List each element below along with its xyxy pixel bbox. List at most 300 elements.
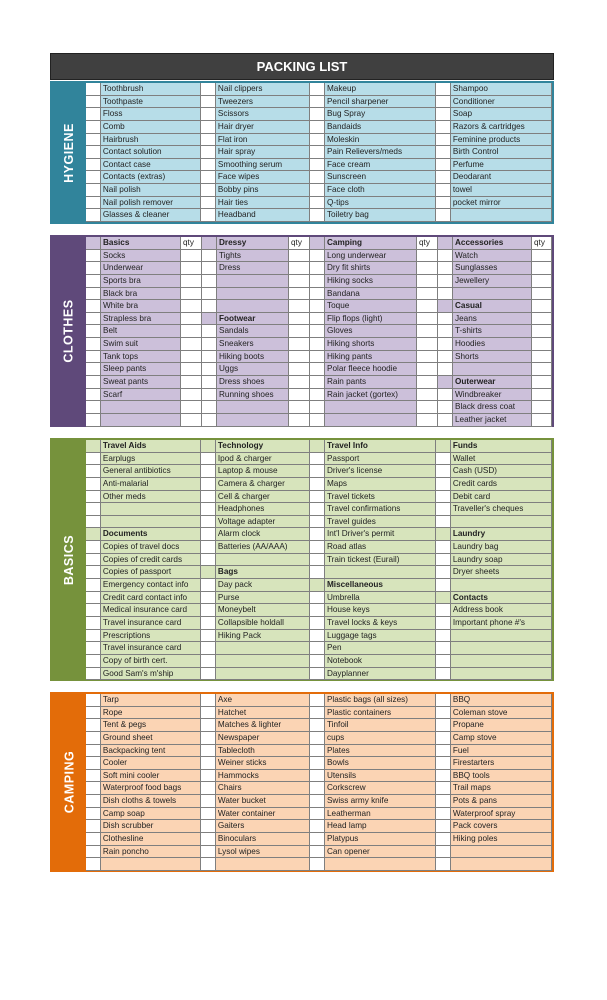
checkbox-cell[interactable] bbox=[201, 592, 216, 605]
checkbox-cell[interactable] bbox=[86, 642, 101, 655]
checkbox-cell[interactable] bbox=[86, 604, 101, 617]
checkbox-cell[interactable] bbox=[201, 566, 216, 579]
qty-cell[interactable] bbox=[181, 313, 202, 326]
checkbox-cell[interactable] bbox=[310, 465, 325, 478]
checkbox-cell[interactable] bbox=[86, 376, 101, 389]
checkbox-cell[interactable] bbox=[310, 414, 325, 427]
list-item: Watch bbox=[453, 250, 532, 263]
checkbox-cell[interactable] bbox=[201, 440, 216, 453]
checkbox-cell[interactable] bbox=[86, 732, 101, 745]
checkbox-cell[interactable] bbox=[310, 338, 325, 351]
checkbox-cell[interactable] bbox=[310, 617, 325, 630]
qty-cell[interactable] bbox=[181, 338, 202, 351]
checkbox-cell[interactable] bbox=[436, 528, 451, 541]
checkbox-cell[interactable] bbox=[86, 237, 101, 250]
qty-cell[interactable] bbox=[289, 288, 310, 301]
checkbox-cell[interactable] bbox=[436, 694, 451, 707]
qty-cell[interactable] bbox=[289, 250, 310, 263]
checkbox-cell[interactable] bbox=[438, 288, 453, 301]
checkbox-cell[interactable] bbox=[310, 642, 325, 655]
checkbox-cell[interactable] bbox=[310, 108, 325, 121]
checkbox-cell[interactable] bbox=[202, 401, 217, 414]
checkbox-cell[interactable] bbox=[201, 96, 216, 109]
checkbox-cell[interactable] bbox=[436, 478, 451, 491]
list-item: Travel insurance card bbox=[101, 642, 201, 655]
checkbox-cell[interactable] bbox=[201, 579, 216, 592]
checkbox-cell[interactable] bbox=[310, 528, 325, 541]
checkbox-cell[interactable] bbox=[86, 389, 101, 402]
checkbox-cell[interactable] bbox=[436, 770, 451, 783]
checkbox-cell[interactable] bbox=[201, 655, 216, 668]
checkbox-cell[interactable] bbox=[310, 401, 325, 414]
checkbox-cell[interactable] bbox=[436, 833, 451, 846]
checkbox-cell[interactable] bbox=[86, 566, 101, 579]
checkbox-cell[interactable] bbox=[438, 325, 453, 338]
checkbox-cell[interactable] bbox=[436, 757, 451, 770]
qty-cell[interactable] bbox=[417, 401, 438, 414]
checkbox-cell[interactable] bbox=[86, 592, 101, 605]
checkbox-cell[interactable] bbox=[201, 782, 216, 795]
checkbox-cell[interactable] bbox=[310, 732, 325, 745]
checkbox-cell[interactable] bbox=[86, 719, 101, 732]
qty-cell[interactable] bbox=[532, 338, 552, 351]
checkbox-cell[interactable] bbox=[86, 655, 101, 668]
checkbox-cell[interactable] bbox=[86, 707, 101, 720]
checkbox-cell[interactable] bbox=[201, 491, 216, 504]
checkbox-cell[interactable] bbox=[436, 707, 451, 720]
checkbox-cell[interactable] bbox=[202, 237, 217, 250]
checkbox-cell[interactable] bbox=[86, 630, 101, 643]
checkbox-cell[interactable] bbox=[86, 668, 101, 681]
checkbox-cell[interactable] bbox=[310, 351, 325, 364]
checkbox-cell[interactable] bbox=[86, 579, 101, 592]
checkbox-cell[interactable] bbox=[436, 516, 451, 529]
qty-cell[interactable] bbox=[532, 313, 552, 326]
checkbox-cell[interactable] bbox=[310, 707, 325, 720]
checkbox-cell[interactable] bbox=[310, 159, 325, 172]
checkbox-cell[interactable] bbox=[436, 440, 451, 453]
qty-cell[interactable] bbox=[417, 275, 438, 288]
checkbox-cell[interactable] bbox=[86, 414, 101, 427]
checkbox-cell[interactable] bbox=[86, 250, 101, 263]
checkbox-cell[interactable] bbox=[201, 820, 216, 833]
checkbox-cell[interactable] bbox=[310, 300, 325, 313]
checkbox-cell[interactable] bbox=[310, 440, 325, 453]
qty-cell[interactable] bbox=[417, 325, 438, 338]
qty-cell[interactable] bbox=[181, 250, 202, 263]
checkbox-cell[interactable] bbox=[201, 858, 216, 871]
checkbox-cell[interactable] bbox=[201, 757, 216, 770]
checkbox-cell[interactable] bbox=[202, 288, 217, 301]
checkbox-cell[interactable] bbox=[310, 250, 325, 263]
qty-cell[interactable] bbox=[289, 338, 310, 351]
checkbox-cell[interactable] bbox=[310, 288, 325, 301]
checkbox-cell[interactable] bbox=[436, 858, 451, 871]
checkbox-cell[interactable] bbox=[201, 503, 216, 516]
checkbox-cell[interactable] bbox=[310, 516, 325, 529]
checkbox-cell[interactable] bbox=[310, 209, 325, 222]
checkbox-cell[interactable] bbox=[201, 197, 216, 210]
qty-cell[interactable] bbox=[289, 389, 310, 402]
checkbox-cell[interactable] bbox=[86, 491, 101, 504]
checkbox-cell[interactable] bbox=[436, 630, 451, 643]
checkbox-cell[interactable] bbox=[436, 668, 451, 681]
checkbox-cell[interactable] bbox=[436, 146, 451, 159]
checkbox-cell[interactable] bbox=[436, 846, 451, 859]
checkbox-cell[interactable] bbox=[201, 732, 216, 745]
checkbox-cell[interactable] bbox=[201, 134, 216, 147]
checkbox-cell[interactable] bbox=[436, 96, 451, 109]
checkbox-cell[interactable] bbox=[436, 782, 451, 795]
checkbox-cell[interactable] bbox=[201, 745, 216, 758]
checkbox-cell[interactable] bbox=[86, 313, 101, 326]
checkbox-cell[interactable] bbox=[310, 376, 325, 389]
checkbox-cell[interactable] bbox=[202, 313, 217, 326]
checkbox-cell[interactable] bbox=[436, 197, 451, 210]
checkbox-cell[interactable] bbox=[201, 108, 216, 121]
qty-cell[interactable] bbox=[532, 300, 552, 313]
checkbox-cell[interactable] bbox=[436, 465, 451, 478]
checkbox-cell[interactable] bbox=[86, 209, 101, 222]
qty-cell[interactable] bbox=[417, 313, 438, 326]
checkbox-cell[interactable] bbox=[86, 171, 101, 184]
checkbox-cell[interactable] bbox=[86, 121, 101, 134]
checkbox-cell[interactable] bbox=[310, 262, 325, 275]
checkbox-cell[interactable] bbox=[202, 262, 217, 275]
checkbox-cell[interactable] bbox=[436, 503, 451, 516]
checkbox-cell[interactable] bbox=[86, 351, 101, 364]
qty-cell[interactable] bbox=[181, 363, 202, 376]
checkbox-cell[interactable] bbox=[310, 503, 325, 516]
checkbox-cell[interactable] bbox=[310, 184, 325, 197]
checkbox-cell[interactable] bbox=[201, 707, 216, 720]
qty-cell[interactable] bbox=[417, 389, 438, 402]
qty-cell[interactable] bbox=[289, 275, 310, 288]
checkbox-cell[interactable] bbox=[86, 363, 101, 376]
qty-cell[interactable] bbox=[532, 351, 552, 364]
checkbox-cell[interactable] bbox=[201, 528, 216, 541]
checkbox-cell[interactable] bbox=[86, 197, 101, 210]
checkbox-cell[interactable] bbox=[201, 808, 216, 821]
checkbox-cell[interactable] bbox=[86, 465, 101, 478]
qty-cell[interactable] bbox=[532, 262, 552, 275]
checkbox-cell[interactable] bbox=[310, 478, 325, 491]
checkbox-cell[interactable] bbox=[310, 694, 325, 707]
checkbox-cell[interactable] bbox=[438, 363, 453, 376]
checkbox-cell[interactable] bbox=[86, 96, 101, 109]
list-item: Batteries (AA/AAA) bbox=[216, 541, 310, 554]
qty-cell[interactable] bbox=[532, 363, 552, 376]
checkbox-cell[interactable] bbox=[438, 338, 453, 351]
checkbox-cell[interactable] bbox=[436, 655, 451, 668]
checkbox-cell[interactable] bbox=[438, 275, 453, 288]
checkbox-cell[interactable] bbox=[436, 566, 451, 579]
qty-cell[interactable] bbox=[532, 401, 552, 414]
checkbox-cell[interactable] bbox=[436, 642, 451, 655]
qty-cell[interactable] bbox=[181, 389, 202, 402]
qty-cell[interactable] bbox=[181, 275, 202, 288]
checkbox-cell[interactable] bbox=[201, 184, 216, 197]
checkbox-cell[interactable] bbox=[438, 237, 453, 250]
checkbox-cell[interactable] bbox=[201, 719, 216, 732]
checkbox-cell[interactable] bbox=[310, 579, 325, 592]
table-row bbox=[86, 275, 552, 288]
checkbox-cell[interactable] bbox=[201, 121, 216, 134]
checkbox-cell[interactable] bbox=[86, 528, 101, 541]
checkbox-cell[interactable] bbox=[436, 554, 451, 567]
checkbox-cell[interactable] bbox=[436, 453, 451, 466]
checkbox-cell[interactable] bbox=[310, 389, 325, 402]
checkbox-cell[interactable] bbox=[202, 250, 217, 263]
qty-cell[interactable] bbox=[417, 338, 438, 351]
qty-cell[interactable] bbox=[417, 300, 438, 313]
checkbox-cell[interactable] bbox=[86, 516, 101, 529]
checkbox-cell[interactable] bbox=[436, 121, 451, 134]
checkbox-cell[interactable] bbox=[310, 96, 325, 109]
checkbox-cell[interactable] bbox=[310, 134, 325, 147]
checkbox-cell[interactable] bbox=[436, 617, 451, 630]
checkbox-cell[interactable] bbox=[310, 566, 325, 579]
checkbox-cell[interactable] bbox=[201, 642, 216, 655]
qty-cell[interactable] bbox=[289, 363, 310, 376]
qty-cell[interactable] bbox=[181, 376, 202, 389]
checkbox-cell[interactable] bbox=[438, 389, 453, 402]
checkbox-cell[interactable] bbox=[310, 668, 325, 681]
checkbox-cell[interactable] bbox=[436, 184, 451, 197]
checkbox-cell[interactable] bbox=[86, 770, 101, 783]
checkbox-cell[interactable] bbox=[201, 146, 216, 159]
checkbox-cell[interactable] bbox=[86, 478, 101, 491]
qty-cell[interactable] bbox=[532, 325, 552, 338]
checkbox-cell[interactable] bbox=[436, 808, 451, 821]
checkbox-cell[interactable] bbox=[201, 795, 216, 808]
qty-cell[interactable] bbox=[181, 414, 202, 427]
checkbox-cell[interactable] bbox=[310, 491, 325, 504]
qty-cell[interactable] bbox=[181, 300, 202, 313]
checkbox-cell[interactable] bbox=[310, 745, 325, 758]
checkbox-cell[interactable] bbox=[310, 757, 325, 770]
checkbox-cell[interactable] bbox=[438, 313, 453, 326]
checkbox-cell[interactable] bbox=[310, 719, 325, 732]
qty-cell[interactable] bbox=[289, 300, 310, 313]
checkbox-cell[interactable] bbox=[438, 300, 453, 313]
checkbox-cell[interactable] bbox=[201, 694, 216, 707]
checkbox-cell[interactable] bbox=[310, 808, 325, 821]
checkbox-cell[interactable] bbox=[202, 389, 217, 402]
checkbox-cell[interactable] bbox=[202, 363, 217, 376]
qty-cell[interactable] bbox=[532, 275, 552, 288]
qty-cell[interactable] bbox=[532, 288, 552, 301]
qty-cell[interactable] bbox=[289, 351, 310, 364]
checkbox-cell[interactable] bbox=[201, 171, 216, 184]
checkbox-cell[interactable] bbox=[86, 108, 101, 121]
qty-cell[interactable] bbox=[532, 250, 552, 263]
checkbox-cell[interactable] bbox=[201, 478, 216, 491]
checkbox-cell[interactable] bbox=[436, 209, 451, 222]
list-item: Hatchet bbox=[216, 707, 310, 720]
checkbox-cell[interactable] bbox=[201, 668, 216, 681]
checkbox-cell[interactable] bbox=[436, 820, 451, 833]
checkbox-cell[interactable] bbox=[202, 338, 217, 351]
qty-cell[interactable] bbox=[417, 262, 438, 275]
checkbox-cell[interactable] bbox=[86, 83, 101, 96]
checkbox-cell[interactable] bbox=[310, 363, 325, 376]
checkbox-cell[interactable] bbox=[201, 846, 216, 859]
checkbox-cell[interactable] bbox=[86, 541, 101, 554]
checkbox-cell[interactable] bbox=[86, 325, 101, 338]
qty-cell[interactable] bbox=[289, 401, 310, 414]
checkbox-cell[interactable] bbox=[310, 541, 325, 554]
checkbox-cell[interactable] bbox=[201, 770, 216, 783]
checkbox-cell[interactable] bbox=[86, 288, 101, 301]
checkbox-cell[interactable] bbox=[436, 592, 451, 605]
checkbox-cell[interactable] bbox=[436, 541, 451, 554]
qty-cell[interactable] bbox=[289, 414, 310, 427]
checkbox-cell[interactable] bbox=[310, 820, 325, 833]
checkbox-cell[interactable] bbox=[310, 795, 325, 808]
checkbox-cell[interactable] bbox=[310, 858, 325, 871]
checkbox-cell[interactable] bbox=[436, 719, 451, 732]
list-item: Laptop & mouse bbox=[216, 465, 310, 478]
checkbox-cell[interactable] bbox=[436, 579, 451, 592]
qty-cell[interactable] bbox=[181, 262, 202, 275]
checkbox-cell[interactable] bbox=[86, 820, 101, 833]
checkbox-cell[interactable] bbox=[310, 655, 325, 668]
checkbox-cell[interactable] bbox=[86, 300, 101, 313]
checkbox-cell[interactable] bbox=[436, 83, 451, 96]
checkbox-cell[interactable] bbox=[86, 503, 101, 516]
checkbox-cell[interactable] bbox=[86, 833, 101, 846]
qty-cell[interactable] bbox=[181, 288, 202, 301]
checkbox-cell[interactable] bbox=[86, 401, 101, 414]
qty-cell[interactable] bbox=[289, 376, 310, 389]
qty-cell[interactable] bbox=[289, 325, 310, 338]
list-item: cups bbox=[325, 732, 436, 745]
checkbox-cell[interactable] bbox=[86, 694, 101, 707]
checkbox-cell[interactable] bbox=[436, 108, 451, 121]
checkbox-cell[interactable] bbox=[86, 134, 101, 147]
checkbox-cell[interactable] bbox=[86, 858, 101, 871]
qty-cell[interactable] bbox=[181, 351, 202, 364]
checkbox-cell[interactable] bbox=[86, 440, 101, 453]
checkbox-cell[interactable] bbox=[310, 554, 325, 567]
checkbox-cell[interactable] bbox=[310, 782, 325, 795]
checkbox-cell[interactable] bbox=[201, 833, 216, 846]
checkbox-cell[interactable] bbox=[436, 745, 451, 758]
checkbox-cell[interactable] bbox=[438, 376, 453, 389]
qty-cell[interactable] bbox=[417, 351, 438, 364]
checkbox-cell[interactable] bbox=[201, 604, 216, 617]
checkbox-cell[interactable] bbox=[436, 604, 451, 617]
checkbox-cell[interactable] bbox=[202, 275, 217, 288]
checkbox-cell[interactable] bbox=[86, 846, 101, 859]
checkbox-cell[interactable] bbox=[86, 159, 101, 172]
checkbox-cell[interactable] bbox=[310, 237, 325, 250]
qty-cell[interactable] bbox=[417, 414, 438, 427]
qty-cell[interactable] bbox=[417, 250, 438, 263]
checkbox-cell[interactable] bbox=[310, 83, 325, 96]
checkbox-cell[interactable] bbox=[202, 351, 217, 364]
checkbox-cell[interactable] bbox=[438, 414, 453, 427]
checkbox-cell[interactable] bbox=[438, 351, 453, 364]
checkbox-cell[interactable] bbox=[201, 453, 216, 466]
checkbox-cell[interactable] bbox=[201, 516, 216, 529]
checkbox-cell[interactable] bbox=[86, 453, 101, 466]
checkbox-cell[interactable] bbox=[310, 770, 325, 783]
checkbox-cell[interactable] bbox=[201, 83, 216, 96]
checkbox-cell[interactable] bbox=[86, 808, 101, 821]
checkbox-cell[interactable] bbox=[310, 453, 325, 466]
checkbox-cell[interactable] bbox=[310, 171, 325, 184]
checkbox-cell[interactable] bbox=[310, 146, 325, 159]
checkbox-cell[interactable] bbox=[86, 184, 101, 197]
qty-cell[interactable] bbox=[289, 262, 310, 275]
qty-cell[interactable] bbox=[181, 325, 202, 338]
checkbox-cell[interactable] bbox=[201, 541, 216, 554]
checkbox-cell[interactable] bbox=[86, 275, 101, 288]
checkbox-cell[interactable] bbox=[310, 846, 325, 859]
checkbox-cell[interactable] bbox=[202, 325, 217, 338]
qty-cell[interactable] bbox=[181, 401, 202, 414]
checkbox-cell[interactable] bbox=[310, 833, 325, 846]
checkbox-cell[interactable] bbox=[201, 630, 216, 643]
checkbox-cell[interactable] bbox=[438, 250, 453, 263]
qty-cell[interactable] bbox=[532, 389, 552, 402]
checkbox-cell[interactable] bbox=[86, 617, 101, 630]
checkbox-cell[interactable] bbox=[436, 732, 451, 745]
checkbox-cell[interactable] bbox=[310, 325, 325, 338]
checkbox-cell[interactable] bbox=[86, 338, 101, 351]
checkbox-cell[interactable] bbox=[86, 795, 101, 808]
checkbox-cell[interactable] bbox=[436, 171, 451, 184]
checkbox-cell[interactable] bbox=[86, 757, 101, 770]
qty-cell[interactable] bbox=[532, 376, 552, 389]
checkbox-cell[interactable] bbox=[310, 275, 325, 288]
checkbox-cell[interactable] bbox=[201, 465, 216, 478]
checkbox-cell[interactable] bbox=[310, 313, 325, 326]
qty-cell[interactable] bbox=[417, 363, 438, 376]
qty-cell[interactable] bbox=[417, 288, 438, 301]
qty-cell[interactable] bbox=[289, 313, 310, 326]
checkbox-cell[interactable] bbox=[436, 134, 451, 147]
checkbox-cell[interactable] bbox=[436, 159, 451, 172]
checkbox-cell[interactable] bbox=[201, 159, 216, 172]
checkbox-cell[interactable] bbox=[202, 376, 217, 389]
qty-cell[interactable] bbox=[417, 376, 438, 389]
checkbox-cell[interactable] bbox=[310, 197, 325, 210]
checkbox-cell[interactable] bbox=[436, 795, 451, 808]
checkbox-cell[interactable] bbox=[202, 414, 217, 427]
checkbox-cell[interactable] bbox=[86, 745, 101, 758]
checkbox-cell[interactable] bbox=[201, 209, 216, 222]
checkbox-cell[interactable] bbox=[86, 262, 101, 275]
checkbox-cell[interactable] bbox=[86, 146, 101, 159]
checkbox-cell[interactable] bbox=[310, 604, 325, 617]
checkbox-cell[interactable] bbox=[202, 300, 217, 313]
qty-cell[interactable] bbox=[532, 414, 552, 427]
checkbox-cell[interactable] bbox=[201, 617, 216, 630]
checkbox-cell[interactable] bbox=[436, 491, 451, 504]
checkbox-cell[interactable] bbox=[201, 554, 216, 567]
checkbox-cell[interactable] bbox=[86, 782, 101, 795]
checkbox-cell[interactable] bbox=[86, 554, 101, 567]
section-hygiene bbox=[50, 81, 554, 224]
checkbox-cell[interactable] bbox=[438, 262, 453, 275]
checkbox-cell[interactable] bbox=[438, 401, 453, 414]
checkbox-cell[interactable] bbox=[310, 592, 325, 605]
checkbox-cell[interactable] bbox=[310, 630, 325, 643]
checkbox-cell[interactable] bbox=[310, 121, 325, 134]
